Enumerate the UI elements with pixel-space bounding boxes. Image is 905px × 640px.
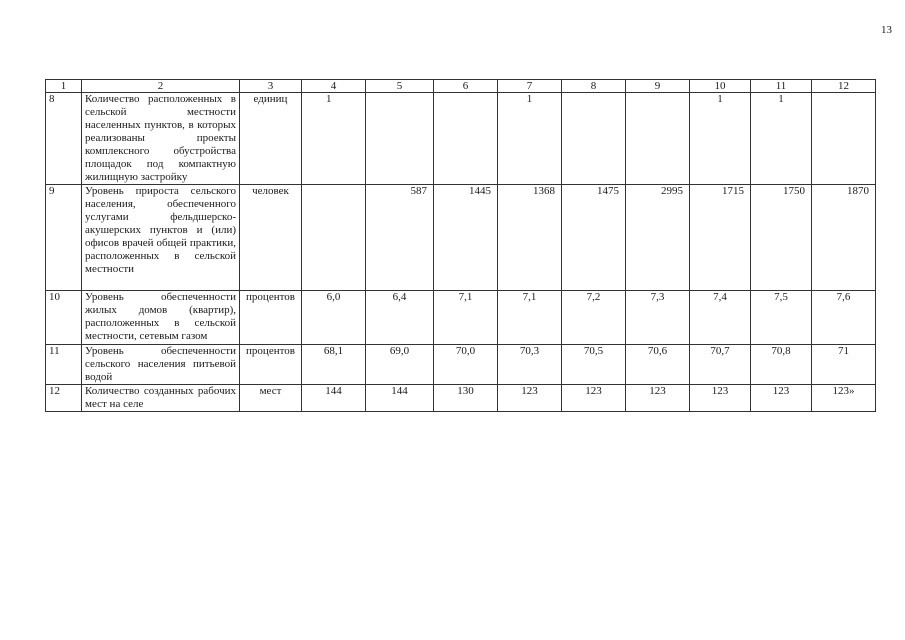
value-cell (366, 93, 434, 185)
value-cell: 70,3 (498, 345, 562, 385)
value-cell: 2995 (626, 185, 690, 291)
value-cell: 1 (690, 93, 751, 185)
value-cell: 70,0 (434, 345, 498, 385)
value-cell: 7,3 (626, 291, 690, 345)
value-cell: 1368 (498, 185, 562, 291)
value-cell: 1750 (751, 185, 812, 291)
value-cell: 71 (812, 345, 876, 385)
value-cell: 123 (626, 385, 690, 412)
value-cell: 123 (690, 385, 751, 412)
unit-cell: человек (240, 185, 302, 291)
value-cell: 1 (302, 93, 366, 185)
value-cell: 1 (498, 93, 562, 185)
row-number: 8 (46, 93, 82, 185)
value-cell: 70,5 (562, 345, 626, 385)
column-number-header: 11 (751, 80, 812, 93)
unit-cell: единиц (240, 93, 302, 185)
column-number-header: 2 (82, 80, 240, 93)
value-cell: 7,6 (812, 291, 876, 345)
value-cell: 7,2 (562, 291, 626, 345)
value-cell (626, 93, 690, 185)
table-header-row (46, 80, 876, 93)
row-number: 11 (46, 345, 82, 385)
value-cell (434, 93, 498, 185)
value-cell: 6,0 (302, 291, 366, 345)
column-number-header: 3 (240, 80, 302, 93)
value-cell: 1445 (434, 185, 498, 291)
page-number: 13 (881, 24, 892, 36)
indicators-table (45, 79, 876, 412)
indicator-name: Уровень обеспеченности жилых домов (квартир), расположенных в сельской местности, сетевым газом (82, 291, 240, 345)
value-cell: 7,1 (498, 291, 562, 345)
value-cell: 130 (434, 385, 498, 412)
value-cell: 70,7 (690, 345, 751, 385)
value-cell: 144 (366, 385, 434, 412)
column-number-header: 5 (366, 80, 434, 93)
column-number-header: 1 (46, 80, 82, 93)
column-number-header: 6 (434, 80, 498, 93)
table-row (46, 291, 876, 345)
row-number: 9 (46, 185, 82, 291)
value-cell: 123 (498, 385, 562, 412)
table-row (46, 93, 876, 185)
unit-cell: процентов (240, 345, 302, 385)
value-cell: 69,0 (366, 345, 434, 385)
value-cell: 70,8 (751, 345, 812, 385)
value-cell (812, 93, 876, 185)
value-cell (302, 185, 366, 291)
column-number-header: 9 (626, 80, 690, 93)
table-row (46, 185, 876, 291)
value-cell (562, 93, 626, 185)
unit-cell: процентов (240, 291, 302, 345)
value-cell: 70,6 (626, 345, 690, 385)
value-cell: 1870 (812, 185, 876, 291)
value-cell: 7,1 (434, 291, 498, 345)
value-cell: 123» (812, 385, 876, 412)
table-row (46, 345, 876, 385)
row-number: 10 (46, 291, 82, 345)
indicator-name: Уровень обеспеченности сельского населения питьевой водой (82, 345, 240, 385)
value-cell: 123 (562, 385, 626, 412)
value-cell: 123 (751, 385, 812, 412)
indicator-name: Количество созданных рабочих мест на селе (82, 385, 240, 412)
unit-cell: мест (240, 385, 302, 412)
value-cell: 7,5 (751, 291, 812, 345)
indicator-name: Уровень прироста сельского населения, обеспеченного услугами фельдшерско-акушерских пунктов и (или) офисов врачей общей практики, расположенных в сельской местности (82, 185, 240, 291)
value-cell: 144 (302, 385, 366, 412)
value-cell: 1715 (690, 185, 751, 291)
value-cell: 68,1 (302, 345, 366, 385)
value-cell: 7,4 (690, 291, 751, 345)
row-number: 12 (46, 385, 82, 412)
column-number-header: 10 (690, 80, 751, 93)
value-cell: 587 (366, 185, 434, 291)
column-number-header: 4 (302, 80, 366, 93)
column-number-header: 7 (498, 80, 562, 93)
table-row (46, 385, 876, 412)
value-cell: 6,4 (366, 291, 434, 345)
column-number-header: 8 (562, 80, 626, 93)
indicator-name: Количество расположенных в сельской местности населенных пунктов, в которых реализованы проекты комплексного обустройства площадок под компактную жилищную застройку (82, 93, 240, 185)
column-number-header: 12 (812, 80, 876, 93)
value-cell: 1475 (562, 185, 626, 291)
value-cell: 1 (751, 93, 812, 185)
